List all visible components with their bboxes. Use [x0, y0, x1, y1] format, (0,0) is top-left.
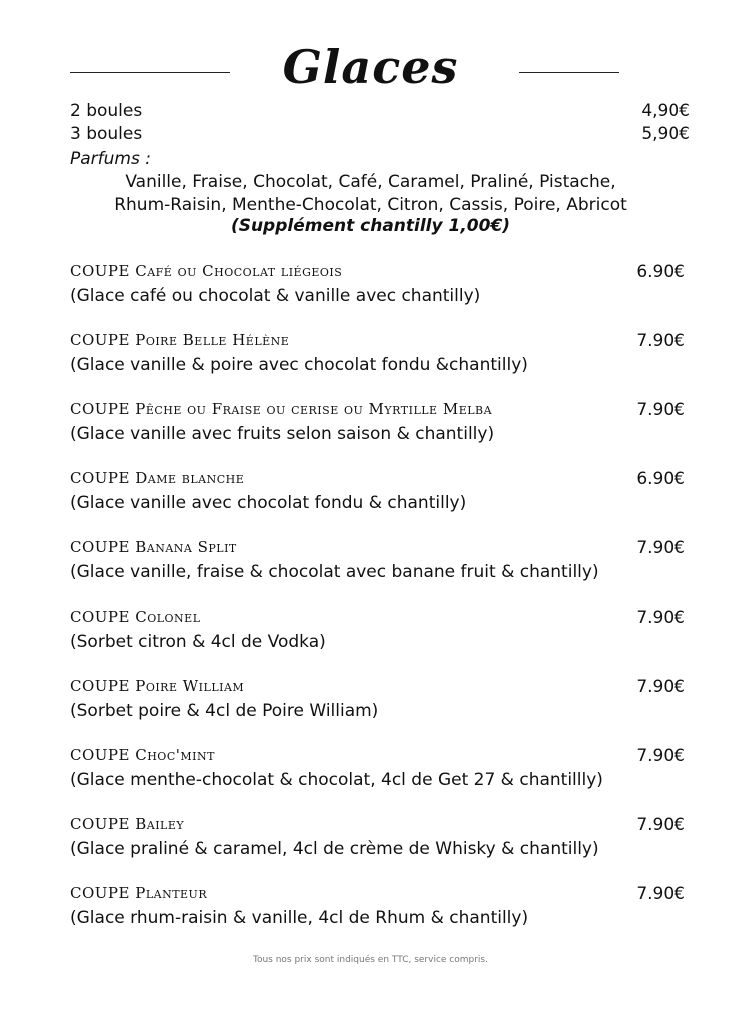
menu-item-name: COUPE Dame blanche	[70, 469, 245, 487]
title-block	[0, 40, 741, 104]
flavors-line-2: Rhum-Raisin, Menthe-Chocolat, Citron, Cassis, Poire, Abricot	[114, 195, 627, 215]
menu-item-name: COUPE Poire William	[70, 677, 245, 695]
scoop-price: 5,90€	[641, 124, 690, 144]
menu-item-price: 6.90€	[636, 469, 685, 489]
menu-item-price: 7.90€	[636, 608, 685, 628]
menu-item-price: 7.90€	[636, 538, 685, 558]
menu-item-description: (Glace vanille avec fruits selon saison & chantilly)	[70, 424, 495, 444]
scoop-label: 3 boules	[70, 124, 143, 144]
price-disclaimer: Tous nos prix sont indiqués en TTC, service compris.	[252, 955, 488, 965]
menu-item-description: (Sorbet poire & 4cl de Poire William)	[70, 701, 379, 721]
flavors-label: Parfums :	[70, 149, 151, 169]
menu-item-name: COUPE Choc'mint	[70, 746, 215, 764]
menu-item	[70, 677, 685, 737]
title-rule-right	[519, 72, 619, 73]
menu-item-description: (Glace rhum-raisin & vanille, 4cl de Rhum & chantilly)	[70, 908, 529, 928]
menu-item-name: COUPE Poire Belle Hélène	[70, 331, 290, 349]
menu-item	[70, 469, 685, 529]
menu-item-price: 7.90€	[636, 677, 685, 697]
menu-item-name: COUPE Bailey	[70, 815, 185, 833]
scoop-label: 2 boules	[70, 101, 143, 121]
menu-item-description: (Glace vanille avec chocolat fondu & chantilly)	[70, 493, 467, 513]
menu-item-description: (Glace praliné & caramel, 4cl de crème de Whisky & chantilly)	[70, 839, 599, 859]
menu-item-description: (Glace vanille, fraise & chocolat avec banane fruit & chantilly)	[70, 562, 599, 582]
menu-item-description: (Glace vanille & poire avec chocolat fondu &chantilly)	[70, 355, 528, 375]
menu-item-description: (Glace menthe-chocolat & chocolat, 4cl de Get 27 & chantillly)	[70, 770, 603, 790]
menu-item	[70, 400, 685, 460]
menu-item-name: COUPE Colonel	[70, 608, 201, 626]
menu-item-price: 7.90€	[636, 815, 685, 835]
menu-item	[70, 884, 685, 944]
menu-item-price: 6.90€	[636, 262, 685, 282]
menu-item-name: COUPE Café ou Chocolat liégeois	[70, 262, 343, 280]
menu-item-price: 7.90€	[636, 884, 685, 904]
menu-item-price: 7.90€	[636, 331, 685, 351]
page-title: Glaces	[282, 40, 459, 94]
menu-item	[70, 746, 685, 806]
menu-item	[70, 262, 685, 322]
menu-item-price: 7.90€	[636, 400, 685, 420]
menu-item-name: COUPE Pêche ou Fraise ou cerise ou Myrtille Melba	[70, 400, 493, 418]
menu-item	[70, 815, 685, 875]
menu-item	[70, 538, 685, 598]
scoop-price: 4,90€	[641, 101, 690, 121]
menu-item-description: (Glace café ou chocolat & vanille avec chantilly)	[70, 286, 481, 306]
menu-item-name: COUPE Banana Split	[70, 538, 237, 556]
menu-item-description: (Sorbet citron & 4cl de Vodka)	[70, 632, 326, 652]
menu-item	[70, 608, 685, 668]
chantilly-supplement: (Supplément chantilly 1,00€)	[230, 216, 511, 236]
menu-item-price: 7.90€	[636, 746, 685, 766]
menu-item-name: COUPE Planteur	[70, 884, 208, 902]
flavors-line-1: Vanille, Fraise, Chocolat, Café, Caramel, Praliné, Pistache,	[125, 172, 616, 192]
menu-item	[70, 331, 685, 391]
